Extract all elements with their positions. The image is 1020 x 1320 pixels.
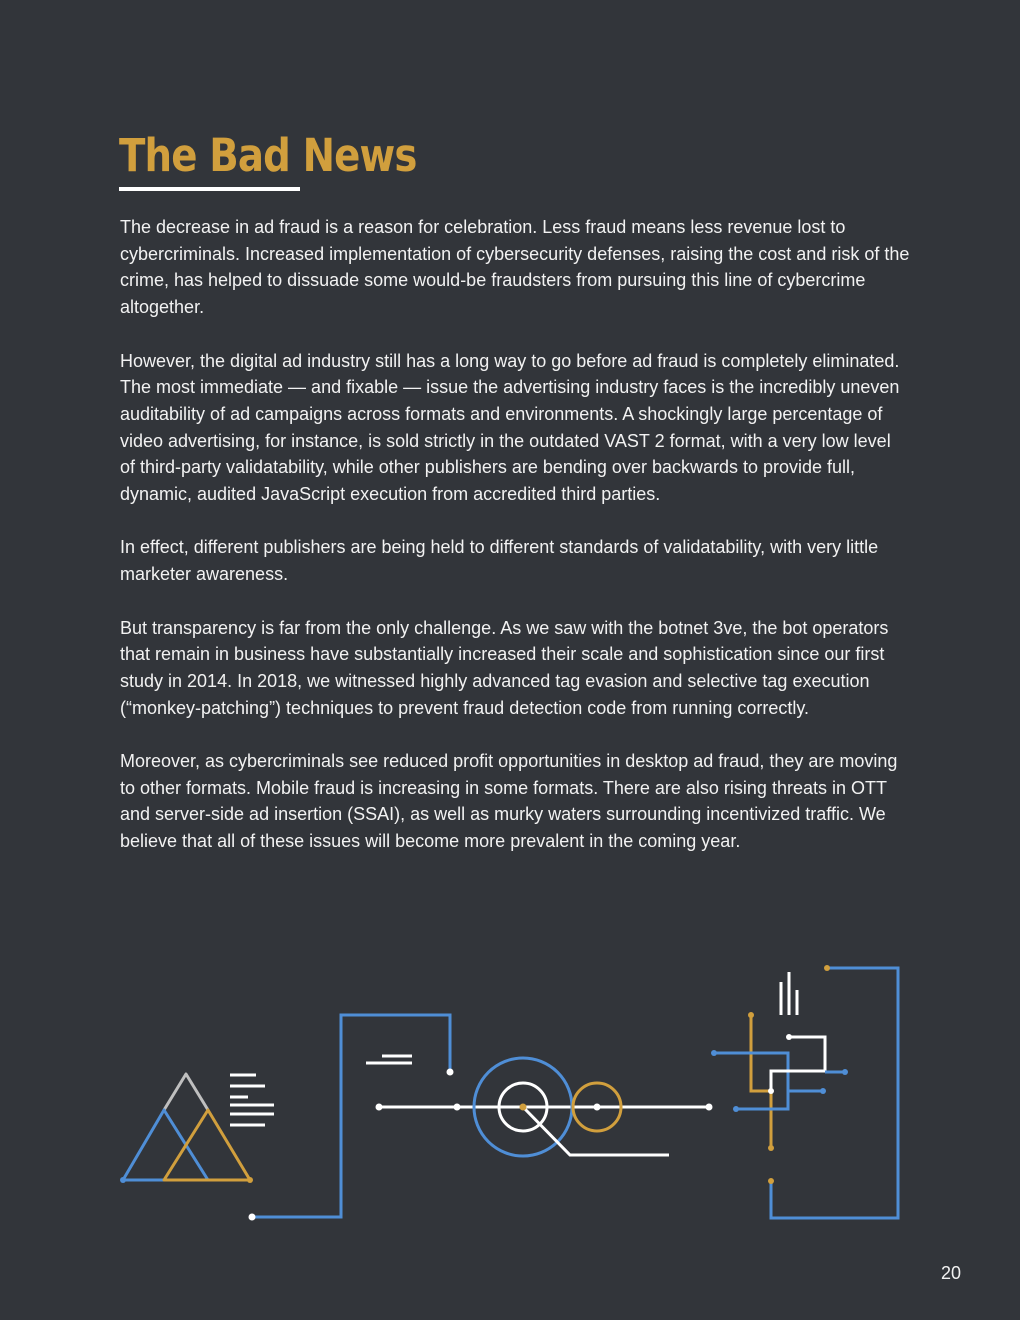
body-text — [120, 214, 910, 882]
title-underline — [119, 187, 300, 191]
blue-bracket-graphic — [249, 1015, 454, 1221]
magnifier-graphic — [376, 1058, 713, 1156]
paragraph-auditability: However, the digital ad industry still has a long way to go before ad fraud is completely eliminated. The most immediate — and fixable — issue the advertising industry faces is the incredibly uneven auditability of ad campaigns across formats and environments. A shockingly large percentage of video advertising, for instance, is sold strictly in the outdated VAST 2 format, with a very low level of third-party validatability, while other publishers are bending over backwards to provide full, dynamic, audited JavaScript execution from accredited third parties. — [120, 350, 900, 505]
triangles-graphic — [120, 1074, 253, 1183]
paragraph-standards: In effect, different publishers are being held to different standards of validatability, with very little marketer awareness. — [120, 537, 879, 585]
paragraph-celebration: The decrease in ad fraud is a reason for celebration. Less fraud means less revenue lost to cybercriminals. Increased implementation of cybersecurity defenses, raising the cost and risk of the crime, has helped to dissuade some would-be fraudsters from pursuing this line of cybercrime altogether. — [120, 217, 910, 318]
page-title: The Bad News — [119, 129, 417, 182]
paragraph-transparency: But transparency is far from the only challenge. As we saw with the botnet 3ve, the bot operators that remain in business have substantially increased their scale and sophistication since our first study in 2014. In 2018, we witnessed highly advanced tag evasion and selective tag execution (“monkey-patching”) techniques to prevent fraud detection code from running correctly. — [120, 617, 889, 718]
circuit-network-graphic — [711, 965, 898, 1218]
paragraph-other-formats: Moreover, as cybercriminals see reduced profit opportunities in desktop ad fraud, they are moving to other formats. Mobile fraud is increasing in some formats. There are also rising threats in OTT and server-side ad insertion (SSAI), as well as murky waters surrounding incentivized traffic. We believe that all of these issues will become more prevalent in the coming year. — [120, 751, 898, 852]
circuit-illustration — [0, 950, 1020, 1240]
page-number: 20 — [940, 1263, 961, 1283]
text-lines-graphic — [230, 1075, 274, 1125]
